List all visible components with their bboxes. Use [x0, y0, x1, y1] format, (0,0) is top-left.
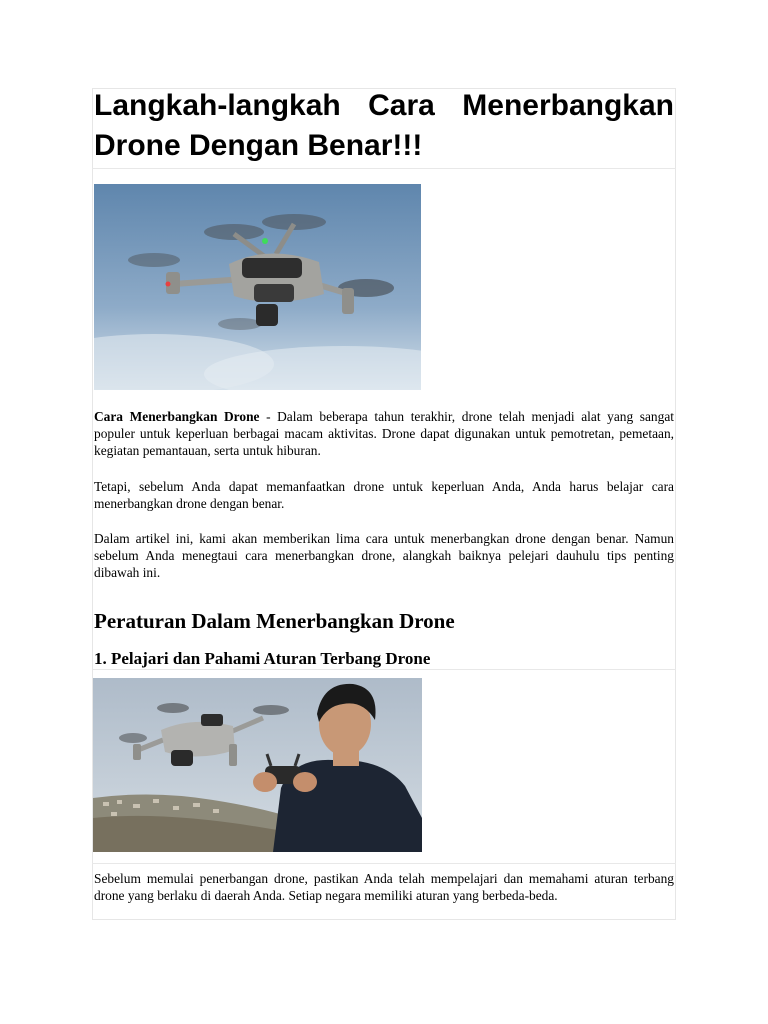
paragraph-4: Sebelum memulai penerbangan drone, pastikan Anda telah mempelajari dan memahami aturan terbang drone yang berlaku di daerah Anda. Setiap negara memiliki aturan yang berbeda-beda.: [94, 871, 674, 903]
drone-in-sky-image: [94, 184, 421, 390]
article-title: Langkah-langkah Cara Menerbangkan Drone Dengan Benar!!!: [94, 89, 674, 162]
man-flying-drone-image: [93, 678, 422, 852]
subheading-divider: [92, 669, 676, 670]
section-heading: Peraturan Dalam Menerbangkan Drone: [94, 609, 455, 633]
paragraph-divider: [92, 863, 676, 864]
paragraph-3: Dalam artikel ini, kami akan memberikan lima cara untuk menerbangkan drone dengan benar. Namun sebelum Anda menegtaui cara menerbangkan drone, alangkah baiknya pelejari dauhulu tips penting dibawah ini.: [94, 531, 674, 580]
subheading-1: 1. Pelajari dan Pahami Aturan Terbang Drone: [94, 649, 431, 668]
intro-bold-term: Cara Menerbangkan Drone: [94, 409, 260, 424]
intro-paragraph: [94, 408, 674, 459]
intro-text: - Dalam beberapa tahun terakhir, drone telah menjadi alat yang sangat populer untuk keperluan berbagai macam aktivitas. Drone dapat digunakan untuk pemotretan, pemetaan, kegiatan pemantauan, serta untuk hiburan.: [94, 409, 674, 458]
paragraph-2: Tetapi, sebelum Anda dapat memanfaatkan drone untuk keperluan Anda, Anda harus belajar cara menerbangkan drone dengan benar.: [94, 479, 674, 511]
